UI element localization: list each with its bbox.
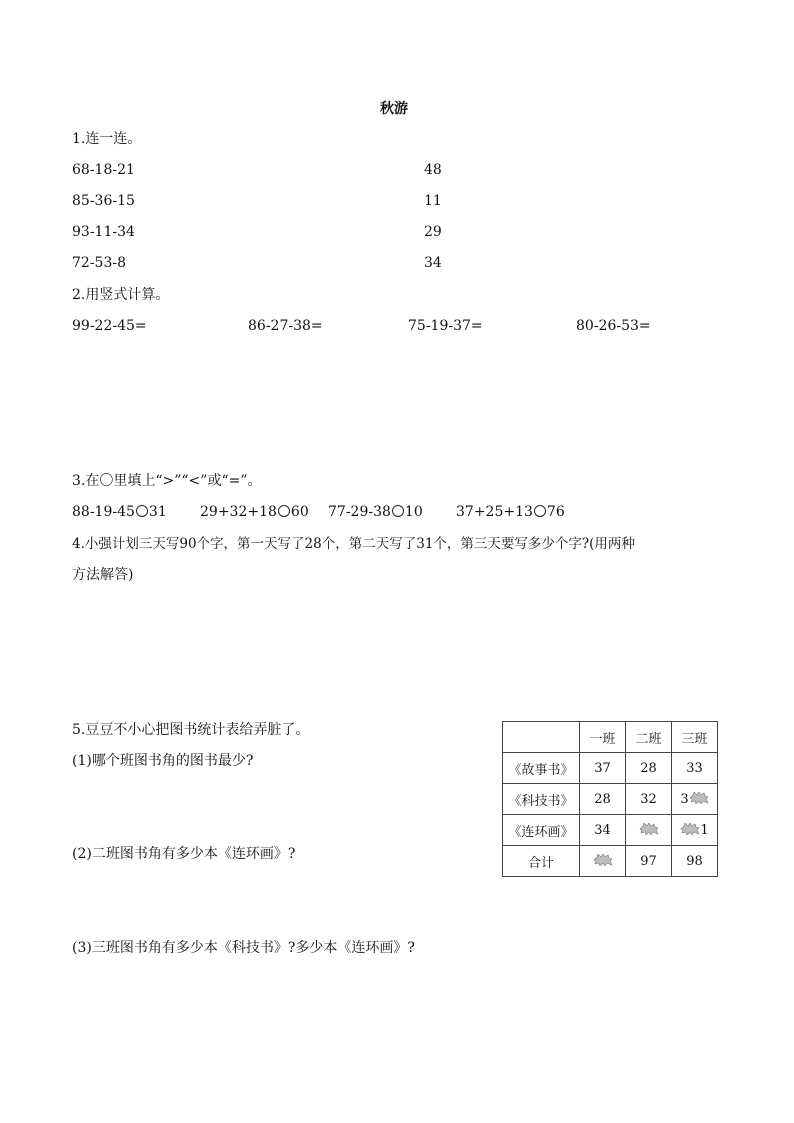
book-stats-table <box>502 721 718 877</box>
table-cell: 34 <box>580 815 626 846</box>
table-row <box>503 815 718 846</box>
q3-right: 31 <box>148 504 167 520</box>
q1-left-expr: 72-53-8 <box>72 255 126 271</box>
table-cell: 97 <box>626 846 672 877</box>
compare-circle[interactable] <box>534 505 546 517</box>
q5-heading: 5.豆豆不小心把图书统计表给弄脏了。 <box>72 722 310 738</box>
q3-right: 76 <box>546 504 565 520</box>
row-label: 《科技书》 <box>503 784 580 815</box>
q5-sub2: (2)二班图书角有多少本《连环画》? <box>72 846 296 862</box>
ink-smudge-icon <box>689 792 709 804</box>
table-header-cell: 三班 <box>672 722 718 753</box>
q4-line2: 方法解答) <box>72 567 134 583</box>
table-cell: 28 <box>626 753 672 784</box>
table-row <box>503 784 718 815</box>
table-header-row <box>503 722 718 753</box>
table-cell <box>626 815 672 846</box>
compare-circle[interactable] <box>392 505 404 517</box>
cell-digit: 1 <box>700 822 709 838</box>
table-cell <box>672 815 718 846</box>
ink-smudge-icon <box>680 823 700 835</box>
q3-right: 10 <box>404 504 423 520</box>
table-cell: 32 <box>626 784 672 815</box>
ink-smudge-icon <box>593 854 613 866</box>
q3-item <box>200 503 309 521</box>
table-corner-cell <box>503 722 580 753</box>
q5-sub1: (1)哪个班图书角的图书最少? <box>72 753 254 769</box>
table-cell: 98 <box>672 846 718 877</box>
q4-line1: 4.小强计划三天写90个字，第一天写了28个，第二天写了31个，第三天要写多少个字?(用两种 <box>72 536 635 552</box>
page-title: 秋游 <box>380 101 408 117</box>
q1-right-answer: 48 <box>424 162 442 178</box>
table-header-cell: 二班 <box>626 722 672 753</box>
row-label: 《连环画》 <box>503 815 580 846</box>
q1-left-expr: 68-18-21 <box>72 162 135 178</box>
table-header-cell: 一班 <box>580 722 626 753</box>
q3-heading: 3.在〇里填上“>”“<”或“=”。 <box>72 473 262 489</box>
q3-left: 88-19-45 <box>72 504 135 520</box>
q3-left: 29+32+18 <box>200 504 277 520</box>
table-cell <box>672 784 718 815</box>
cell-digit: 3 <box>680 791 689 807</box>
q3-left: 77-29-38 <box>328 504 391 520</box>
q2-heading: 2.用竖式计算。 <box>72 287 170 303</box>
q3-item <box>72 503 167 521</box>
q1-left-expr: 85-36-15 <box>72 193 135 209</box>
q1-heading: 1.连一连。 <box>72 131 142 147</box>
row-label: 《故事书》 <box>503 753 580 784</box>
compare-circle[interactable] <box>136 505 148 517</box>
q1-right-answer: 34 <box>424 255 442 271</box>
table-cell: 28 <box>580 784 626 815</box>
q3-right: 60 <box>290 504 309 520</box>
table-row <box>503 753 718 784</box>
q1-right-answer: 29 <box>424 224 442 240</box>
q2-item: 99-22-45= <box>72 318 147 334</box>
ink-smudge-icon <box>639 823 659 835</box>
table-cell: 37 <box>580 753 626 784</box>
q5-sub3: (3)三班图书角有多少本《科技书》?多少本《连环画》? <box>72 940 415 956</box>
q2-item: 80-26-53= <box>576 318 651 334</box>
row-label: 合计 <box>503 846 580 877</box>
table-row <box>503 846 718 877</box>
q3-item <box>328 503 423 521</box>
q1-left-expr: 93-11-34 <box>72 224 135 240</box>
q3-left: 37+25+13 <box>456 504 533 520</box>
q3-item <box>456 503 565 521</box>
compare-circle[interactable] <box>278 505 290 517</box>
table-cell: 33 <box>672 753 718 784</box>
q2-item: 75-19-37= <box>408 318 483 334</box>
table-cell <box>580 846 626 877</box>
q2-item: 86-27-38= <box>248 318 323 334</box>
q1-right-answer: 11 <box>424 193 442 209</box>
